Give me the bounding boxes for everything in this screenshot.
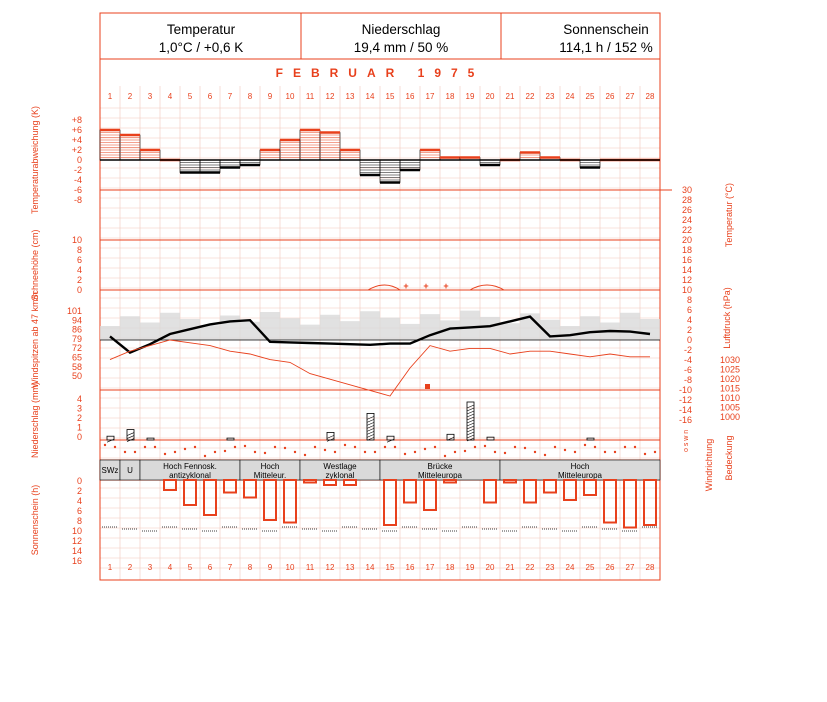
weather-type-label: zyklonal <box>325 471 355 480</box>
wind-dot <box>294 451 296 453</box>
wind-dot <box>504 452 506 454</box>
temp-dev-axis-label: Temperaturabweichung (K) <box>30 105 40 215</box>
temperature-tick-label: 4 <box>686 315 692 325</box>
precip-hatch <box>367 419 374 422</box>
temp-dev-tick-label: -4 <box>73 175 82 185</box>
temperature-title: Temperatur <box>166 22 236 37</box>
sunshine-bar <box>584 480 596 495</box>
weather-type-label: Mitteleur. <box>253 471 287 480</box>
day-label-bottom: 16 <box>405 563 415 572</box>
wind-dot <box>424 448 426 450</box>
snow-mark: + <box>423 281 429 291</box>
wind-dot <box>224 450 226 452</box>
wind-dot <box>264 452 266 454</box>
wind-axis-label: Windspitzen ab 47 km/h <box>30 291 40 389</box>
sunshine-bar <box>604 480 616 523</box>
precip-hatch <box>467 408 474 411</box>
day-label-top: 23 <box>545 92 555 101</box>
day-label-bottom: 18 <box>445 563 455 572</box>
wind-dot <box>624 446 626 448</box>
temperature-value: 1,0°C / +0,6 K <box>158 40 244 55</box>
sunshine-value: 114,1 h / 152 % <box>559 40 653 55</box>
temperature-tick-label: 18 <box>681 245 692 255</box>
day-label-bottom: 4 <box>167 563 173 572</box>
day-label-top: 2 <box>127 92 133 101</box>
temperature-tick-label: -12 <box>678 395 692 405</box>
sunshine-bar <box>224 480 236 493</box>
precip-hatch <box>467 429 474 432</box>
temperature-tick-label: -8 <box>683 375 692 385</box>
wind-dot <box>474 446 476 448</box>
wind-dot <box>194 446 196 448</box>
pressure-tick-label: 1000 <box>719 412 740 422</box>
temperature-tick-label: 12 <box>681 275 692 285</box>
sunshine-summary <box>501 13 711 59</box>
temp-dev-bar <box>180 160 200 173</box>
precipitation-title: Niederschlag <box>361 22 441 37</box>
sunshine-bar <box>624 480 636 528</box>
temp-dev-tick-label: +8 <box>71 115 82 125</box>
temp-dev-tick-label: -2 <box>73 165 82 175</box>
precip-hatch <box>467 420 474 423</box>
pressure-tick-label: 1005 <box>719 402 740 413</box>
precip-hatch <box>467 426 474 429</box>
precip-tick-label: 3 <box>76 403 82 414</box>
wind-dot <box>144 446 146 448</box>
temperature-axis-label: Temperatur (°C) <box>724 182 734 248</box>
wind-dot <box>384 446 386 448</box>
sunshine-bar <box>544 480 556 493</box>
wind-dot <box>234 446 236 448</box>
precip-axis-label: Niederschlag (mm) <box>30 381 40 459</box>
sunshine-bar <box>484 480 496 503</box>
wind-dot <box>374 451 376 453</box>
wind-dot <box>394 446 396 448</box>
day-label-bottom: 2 <box>127 563 133 572</box>
day-label-top: 16 <box>405 92 415 101</box>
snow-axis-label: Schneehöhe (cm) <box>30 229 40 301</box>
pressure-tick-label: 1015 <box>719 383 740 394</box>
weather-type-label: SWz <box>101 466 119 475</box>
wind-dot <box>644 453 646 455</box>
temp-dev-tick-label: 0 <box>76 155 82 165</box>
sunshine-bar <box>564 480 576 500</box>
day-label-top: 5 <box>187 92 193 101</box>
precip-hatch <box>467 435 474 438</box>
precip-hatch <box>467 417 474 420</box>
temperature-tick-label: -6 <box>683 365 692 375</box>
precip-bar <box>587 438 594 440</box>
day-label-top: 3 <box>147 92 153 101</box>
day-label-top: 21 <box>505 92 515 101</box>
snow-tick-label: 4 <box>76 265 82 275</box>
temp-dev-tick-label: +6 <box>71 125 82 135</box>
sunshine-bar <box>404 480 416 503</box>
sunshine-axis-label: Sonnenschein (h) <box>30 484 40 556</box>
temperature-tick-label: 14 <box>681 265 692 275</box>
day-label-top: 27 <box>625 92 635 101</box>
day-label-bottom: 26 <box>605 563 615 572</box>
day-label-bottom: 21 <box>505 563 515 572</box>
sunshine-bar <box>164 480 176 490</box>
temperature-tick-label: -14 <box>678 405 692 415</box>
wind-tick-label: 86 <box>71 324 82 335</box>
temperature-tick-label: 22 <box>681 225 692 235</box>
day-label-bottom: 27 <box>625 563 635 572</box>
day-label-top: 11 <box>305 92 315 101</box>
day-label-top: 12 <box>325 92 335 101</box>
wind-dot <box>314 446 316 448</box>
day-label-top: 19 <box>465 92 475 101</box>
sunshine-bar <box>504 480 516 483</box>
precip-tick-label: 2 <box>76 413 82 423</box>
temperature-tick-label: 30 <box>681 185 692 195</box>
temperature-tick-label: -4 <box>683 355 692 365</box>
pressure-axis-label: Luftdruck (hPa) <box>722 287 732 349</box>
precip-tick-label: 1 <box>76 422 82 433</box>
wind-dot <box>464 450 466 452</box>
wind-dot <box>404 453 406 455</box>
wind-dot <box>654 451 656 453</box>
precip-tick-label: 0 <box>76 432 82 442</box>
day-label-bottom: 24 <box>565 563 575 572</box>
sunshine-tick-label: 8 <box>76 516 82 526</box>
precip-hatch <box>127 433 134 436</box>
day-label-top: 18 <box>445 92 455 101</box>
snow-tick-label: 8 <box>76 245 82 255</box>
temperature-tick-label: 8 <box>686 295 692 305</box>
sunshine-tick-label: 2 <box>76 486 82 496</box>
sunshine-tick-label: 10 <box>71 526 82 536</box>
day-label-top: 26 <box>605 92 615 101</box>
day-label-top: 14 <box>365 92 375 101</box>
snow-tick-label: 10 <box>71 235 82 245</box>
precip-bar <box>227 438 234 440</box>
wind-tick-label: 94 <box>71 315 82 326</box>
wind-dot <box>534 451 536 453</box>
weather-type-label: Mitteleuropa <box>557 471 603 480</box>
day-label-bottom: 12 <box>325 563 335 572</box>
day-label-top: 7 <box>227 92 233 101</box>
day-label-bottom: 9 <box>267 563 273 572</box>
day-label-bottom: 28 <box>645 563 655 572</box>
wind-dot <box>524 447 526 449</box>
sunshine-tick-label: 6 <box>76 506 82 516</box>
day-label-top: 24 <box>565 92 575 101</box>
day-label-top: 10 <box>285 92 295 101</box>
snow-curve <box>368 285 504 290</box>
temp-dev-tick-label: +2 <box>71 145 82 155</box>
wind-dot <box>354 446 356 448</box>
wind-dot <box>204 455 206 457</box>
weather-type-label: U <box>127 466 133 475</box>
wind-dot <box>174 451 176 453</box>
wind-dot <box>444 455 446 457</box>
snow-mark: + <box>443 281 449 291</box>
precip-hatch <box>467 432 474 435</box>
day-label-bottom: 17 <box>425 563 435 572</box>
sunshine-tick-label: 0 <box>76 476 82 486</box>
temperature-tick-label: 26 <box>681 205 692 215</box>
day-label-bottom: 6 <box>207 563 213 572</box>
day-label-bottom: 15 <box>385 563 395 572</box>
temperature-tick-label: -16 <box>678 415 692 425</box>
sunshine-bar <box>324 480 336 485</box>
day-label-bottom: 1 <box>107 563 113 572</box>
sunshine-bar <box>344 480 356 485</box>
temperature-tick-label: 20 <box>681 235 692 245</box>
day-label-top: 25 <box>585 92 595 101</box>
wind-dot <box>554 446 556 448</box>
wind-dot <box>274 446 276 448</box>
weather-type-label: Westlage <box>323 462 357 471</box>
wind-dot <box>214 451 216 453</box>
wind-dot <box>514 446 516 448</box>
day-label-top: 13 <box>345 92 355 101</box>
wind-dot <box>364 451 366 453</box>
day-label-top: 6 <box>207 92 213 101</box>
day-label-bottom: 19 <box>465 563 475 572</box>
temp-dev-bar <box>380 160 400 183</box>
snow-mark: + <box>403 281 409 291</box>
weather-type-label: Brücke <box>427 462 453 471</box>
temp-dev-bar <box>320 133 340 161</box>
snow-tick-label: 0 <box>76 285 82 295</box>
temperature-tick-label: 10 <box>681 285 692 295</box>
sunshine-bar <box>184 480 196 505</box>
weather-type-label: antizyklonal <box>169 471 211 480</box>
wind-tick-label: 101 <box>66 306 82 316</box>
precip-bar <box>447 434 454 440</box>
sunshine-bar <box>524 480 536 503</box>
pressure-tick-label: 1025 <box>719 364 740 375</box>
precip-tick-label: 4 <box>76 394 82 404</box>
wind-tick-label: 50 <box>71 371 82 382</box>
day-label-bottom: 14 <box>365 563 375 572</box>
precip-hatch <box>467 411 474 414</box>
precip-hatch <box>367 431 374 434</box>
day-label-bottom: 7 <box>227 563 233 572</box>
day-label-top: 20 <box>485 92 495 101</box>
sunshine-tick-label: 4 <box>76 496 82 506</box>
day-label-bottom: 22 <box>525 563 535 572</box>
wind-dot <box>454 451 456 453</box>
weather-type-label: Hoch <box>260 462 280 471</box>
day-label-top: 17 <box>425 92 435 101</box>
wind-tick-label: 65 <box>71 352 82 363</box>
pressure-tick-label: 1030 <box>719 355 740 365</box>
temp-dev-bar <box>200 160 220 173</box>
precip-hatch <box>467 405 474 408</box>
wind-dot <box>164 453 166 455</box>
wind-direction-label: Windrichtung <box>704 438 714 492</box>
weather-type-label: Hoch <box>570 462 590 471</box>
day-label-top: 22 <box>525 92 535 101</box>
wind-dot <box>304 454 306 456</box>
wind-shade <box>100 311 660 340</box>
temperature-tick-label: 24 <box>681 215 692 225</box>
temperature-tick-label: 2 <box>686 325 692 335</box>
wind-dot <box>324 449 326 451</box>
day-label-bottom: 11 <box>305 563 315 572</box>
wind-dot <box>594 446 596 448</box>
precip-hatch <box>367 422 374 425</box>
precip-hatch <box>367 428 374 431</box>
temperature-tick-label: 6 <box>686 305 692 315</box>
temp-dev-tick-label: -8 <box>73 195 82 205</box>
precip-hatch <box>467 414 474 417</box>
wind-dot <box>604 451 606 453</box>
day-label-top: 4 <box>167 92 173 101</box>
sunshine-bar <box>264 480 276 520</box>
weather-type-label: Hoch Fennosk. <box>163 462 217 471</box>
wind-dot <box>334 451 336 453</box>
wind-tick-label: 58 <box>71 361 82 372</box>
precip-hatch <box>467 423 474 426</box>
sunshine-tick-label: 14 <box>71 546 82 556</box>
day-label-bottom: 10 <box>285 563 295 572</box>
wind-dot <box>154 446 156 448</box>
day-label-top: 8 <box>247 92 253 101</box>
snow-tick-label: 2 <box>76 275 82 285</box>
pressure-tick-label: 1010 <box>719 393 740 403</box>
wind-dot <box>494 451 496 453</box>
sunshine-bar <box>284 480 296 523</box>
temperature-tick-label: -10 <box>678 385 692 395</box>
sunshine-title: Sonnenschein <box>563 22 649 37</box>
wind-dot <box>434 446 436 448</box>
wind-dot <box>574 451 576 453</box>
weather-type-label: Mitteleuropa <box>417 471 463 480</box>
wind-dot <box>544 454 546 456</box>
sunshine-bar <box>204 480 216 515</box>
sunshine-bar <box>444 480 456 483</box>
day-label-bottom: 5 <box>187 563 193 572</box>
wind-tick-label: 72 <box>71 343 82 354</box>
compass-label: o s w n <box>683 429 690 452</box>
wind-dot <box>134 451 136 453</box>
precipitation-value: 19,4 mm / 50 % <box>353 40 449 55</box>
wind-dot <box>124 451 126 453</box>
temperature-tick-label: 0 <box>686 335 692 345</box>
day-label-top: 28 <box>645 92 655 101</box>
month-title: FEBRUAR 1975 <box>275 66 485 80</box>
sunshine-bar <box>244 480 256 498</box>
temp-dev-tick-label: -6 <box>73 185 82 195</box>
sunshine-bar <box>424 480 436 510</box>
wind-tick-label: 79 <box>71 333 82 344</box>
day-label-top: 15 <box>385 92 395 101</box>
wind-dot <box>484 445 486 447</box>
wind-dot <box>614 451 616 453</box>
precip-bar <box>147 438 154 440</box>
sunshine-tick-label: 16 <box>71 556 82 566</box>
marker-square <box>425 384 430 389</box>
precipitation-summary <box>301 13 501 59</box>
wind-dot <box>184 448 186 450</box>
wind-dot <box>114 446 116 448</box>
wind-dot <box>564 449 566 451</box>
snow-tick-label: 6 <box>76 255 82 265</box>
wind-dot <box>634 446 636 448</box>
day-label-bottom: 20 <box>485 563 495 572</box>
temperature-tick-label: 28 <box>681 195 692 205</box>
day-label-bottom: 13 <box>345 563 355 572</box>
sunshine-tick-label: 12 <box>71 536 82 546</box>
day-label-bottom: 3 <box>147 563 153 572</box>
day-label-bottom: 8 <box>247 563 253 572</box>
wind-dot <box>414 451 416 453</box>
day-label-top: 9 <box>267 92 273 101</box>
temperature-tick-label: -2 <box>683 345 692 355</box>
wind-dot <box>254 451 256 453</box>
cloud-cover-label: Bedeckung <box>724 435 734 481</box>
wind-dot <box>284 447 286 449</box>
temperature-summary <box>101 13 301 59</box>
temperature-tick-label: 16 <box>681 255 692 265</box>
wind-dot <box>244 445 246 447</box>
day-label-bottom: 23 <box>545 563 555 572</box>
pressure-tick-label: 1020 <box>719 374 740 384</box>
precip-hatch <box>367 434 374 437</box>
wind-dot <box>344 444 346 446</box>
sunshine-bar <box>304 480 316 483</box>
day-label-bottom: 25 <box>585 563 595 572</box>
wind-dot <box>104 444 106 446</box>
temp-dev-tick-label: +4 <box>71 135 82 145</box>
day-label-top: 1 <box>107 92 113 101</box>
wind-dot <box>584 444 586 446</box>
